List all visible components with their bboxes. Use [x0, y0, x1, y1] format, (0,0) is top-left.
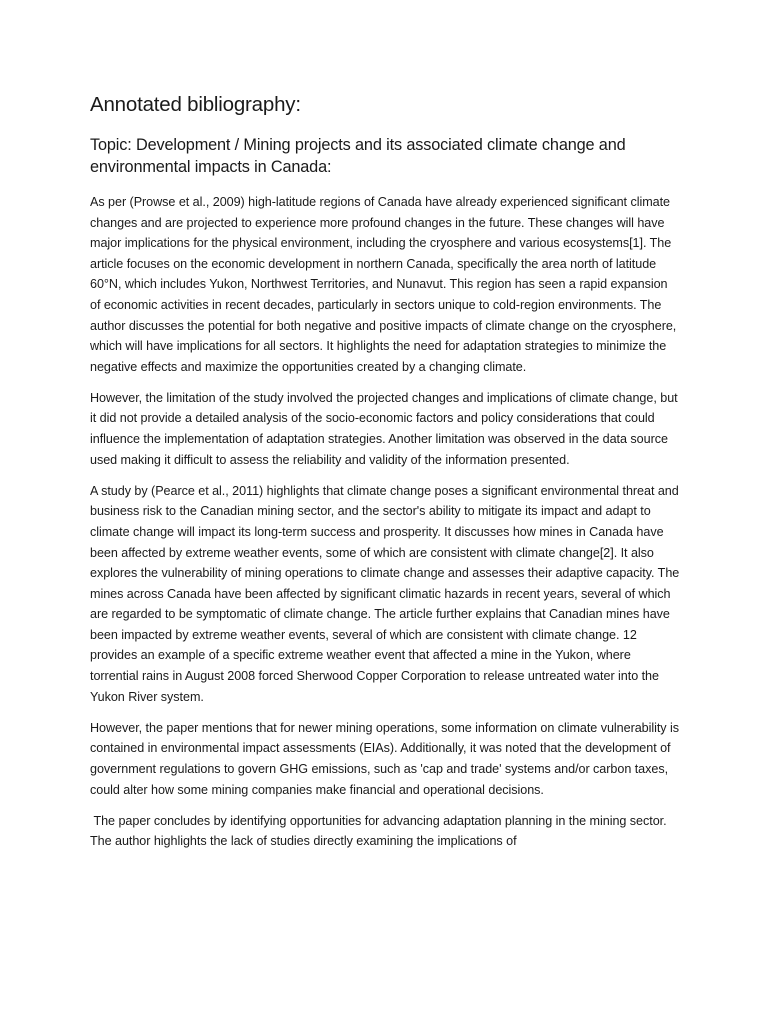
document-title: Annotated bibliography:: [90, 93, 301, 116]
document-page: [90, 92, 683, 862]
document-topic: Topic: Development / Mining projects and its associated climate change and environmental impacts in Canada:: [90, 136, 626, 176]
paragraph-pearce-limitations: However, the paper mentions that for newer mining operations, some information on climate vulnerability is contained in environmental impact assessments (EIAs). Additionally, it was noted that the development of government regulations to govern GHG emissions, such as 'cap and trade' systems and/or carbon taxes, could alter how some mining companies make financial and operational decisions.: [90, 720, 683, 797]
paragraph-prowse-limitations: However, the limitation of the study involved the projected changes and implications of climate change, but it did not provide a detailed analysis of the socio-economic factors and policy considerations that could influence the implementation of adaptation strategies. Another limitation was observed in the data source used making it difficult to assess the reliability and validity of the information presented.: [90, 390, 682, 467]
paragraph-conclusion: The paper concludes by identifying opportunities for advancing adaptation planning in the mining sector. The author highlights the lack of studies directly examining the implications of: [90, 813, 670, 849]
paragraph-pearce: A study by (Pearce et al., 2011) highlights that climate change poses a significant environmental threat and business risk to the Canadian mining sector, and the sector's ability to mitigate its impact and adapt to climate change will impact its long-term success and prosperity. It discusses how mines in Canada have been affected by extreme weather events, some of which are consistent with climate change[2]. It also explores the vulnerability of mining operations to climate change and assesses their adaptive capacity. The mines across Canada have been affected by significant climatic hazards in recent years, several of which are regarded to be symptomatic of climate change. The article further explains that Canadian mines have been impacted by extreme weather events, several of which are consistent with climate change. 12 provides an example of a specific extreme weather event that affected a mine in the Yukon, where torrential rains in August 2008 forced Sherwood Copper Corporation to release untreated water into the Yukon River system.: [90, 483, 683, 704]
paragraph-prowse: As per (Prowse et al., 2009) high-latitude regions of Canada have already experienced significant climate changes and are projected to experience more profound changes in the future. These changes will have major implications for the physical environment, including the cryosphere and various ecosystems[1]. The article focuses on the economic development in northern Canada, specifically the area north of latitude 60°N, which includes Yukon, Northwest Territories, and Nunavut. This region has seen a rapid expansion of economic activities in recent decades, particularly in sectors unique to cold-region environments. The author discusses the potential for both negative and positive impacts of climate change on the cryosphere, which will have implications for all sectors. It highlights the need for adaptation strategies to minimize the negative effects and maximize the opportunities created by a changing climate.: [90, 195, 680, 374]
